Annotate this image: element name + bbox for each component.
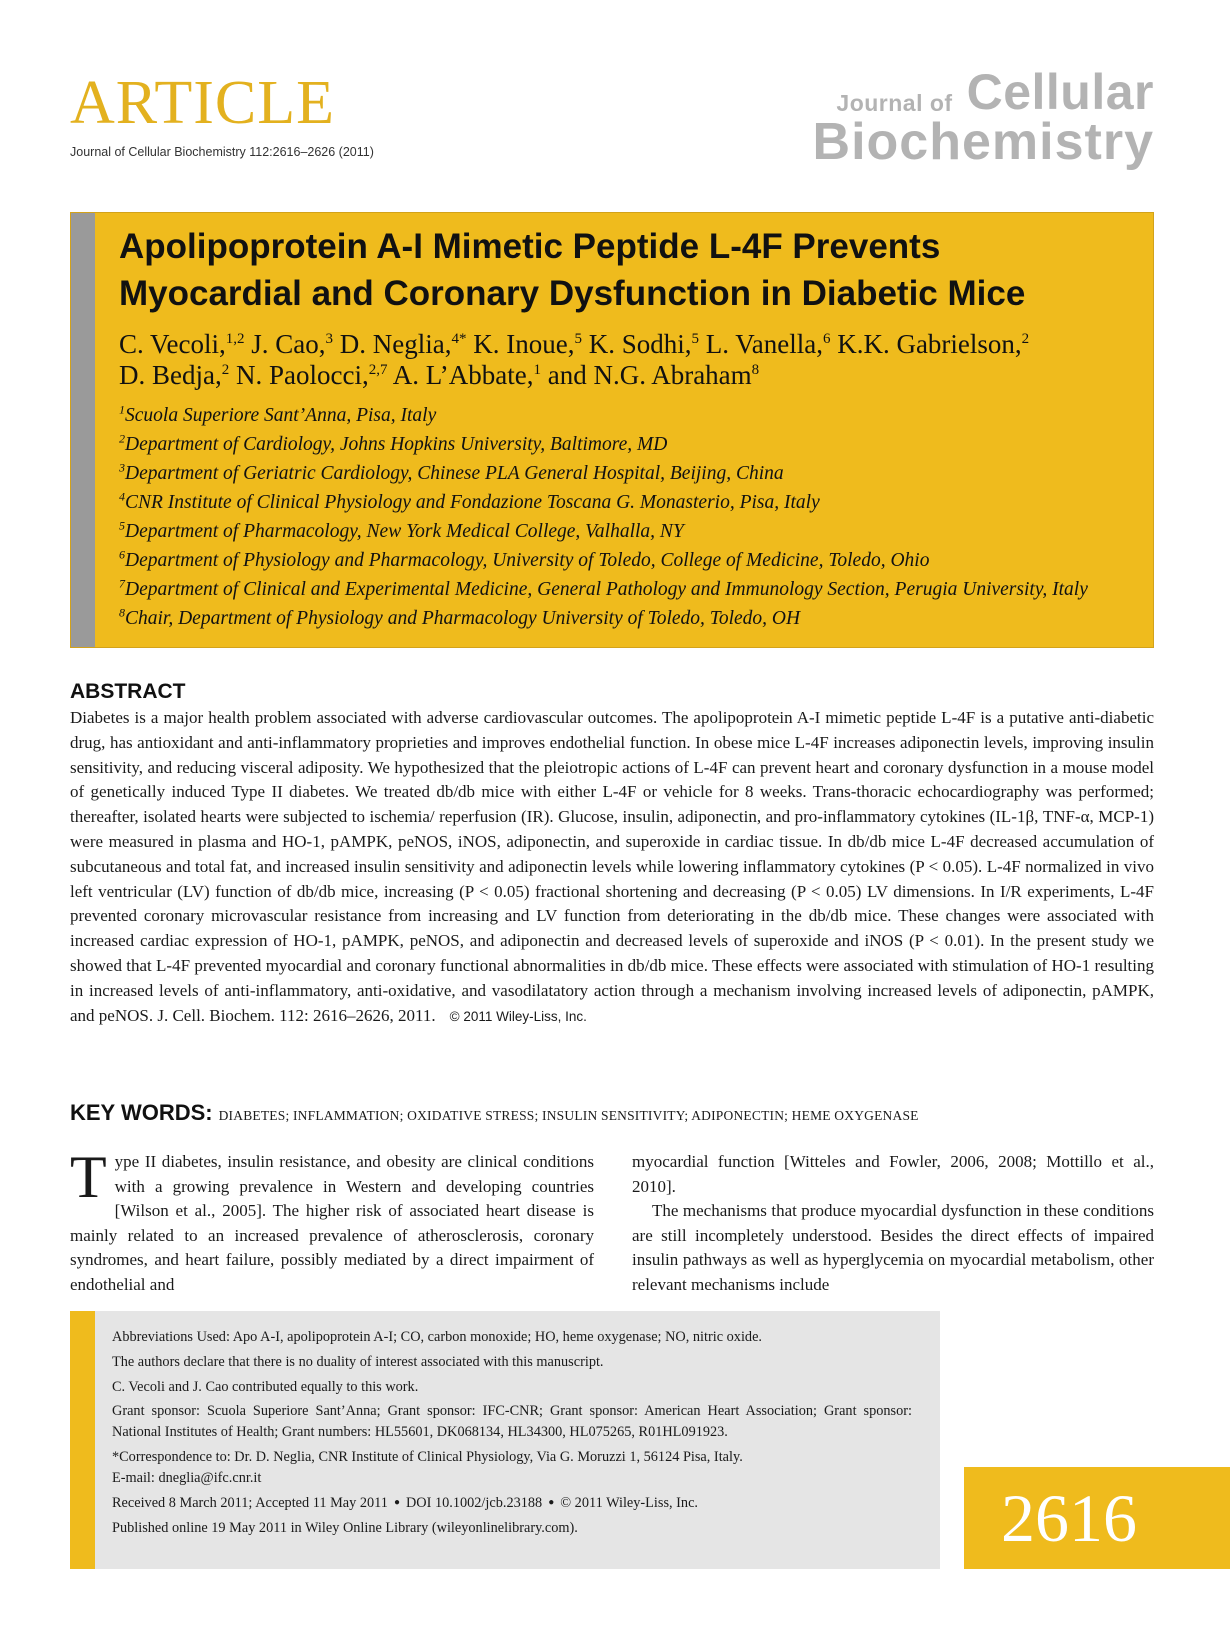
affiliation-item bbox=[119, 488, 1149, 517]
footnote-correspondence bbox=[112, 1447, 912, 1489]
author-affiliation-marker: 5 bbox=[691, 331, 699, 347]
title-line-2: Myocardial and Coronary Dysfunction in Diabetic Mice bbox=[119, 274, 1026, 313]
footnote-conflict: The authors declare that there is no duality of interest associated with this manuscript. bbox=[112, 1353, 604, 1370]
title-side-bar bbox=[71, 213, 95, 647]
affiliation-number: 3 bbox=[119, 460, 125, 475]
footnote-box bbox=[70, 1311, 940, 1569]
affiliation-text: Department of Cardiology, Johns Hopkins University, Baltimore, MD bbox=[125, 434, 668, 455]
affiliation-text: Scuola Superiore Sant’Anna, Pisa, Italy bbox=[125, 405, 437, 426]
logo-journal-of: Journal of bbox=[836, 90, 953, 116]
affiliation-text: Department of Geriatric Cardiology, Chinese PLA General Hospital, Beijing, China bbox=[125, 463, 784, 484]
body-right-paragraph-2: The mechanisms that produce myocardial dysfunction in these conditions are still incompletely understood. Besides the direct effects of impaired insulin pathways as well as hyperglycemia on myocardial metabolism, other relevant mechanisms include bbox=[632, 1201, 1154, 1294]
page-number-box bbox=[964, 1467, 1230, 1569]
author-affiliation-marker: 3 bbox=[325, 331, 333, 347]
footnote-side-bar bbox=[70, 1311, 95, 1569]
journal-citation: Journal of Cellular Biochemistry 112:2616–2626 (2011) bbox=[70, 145, 374, 159]
author-name: A. L’Abbate, bbox=[392, 360, 534, 390]
affiliation-number: 2 bbox=[119, 431, 125, 446]
affiliation-number: 8 bbox=[119, 605, 125, 620]
author-affiliation-marker: 4* bbox=[451, 331, 467, 347]
author-affiliation-marker: 8 bbox=[751, 362, 760, 378]
affiliation-number: 4 bbox=[119, 489, 125, 504]
abstract-heading: ABSTRACT bbox=[70, 680, 186, 703]
bullet-icon: ● bbox=[393, 1496, 400, 1508]
affiliation-number: 6 bbox=[119, 547, 125, 562]
doi: DOI 10.1002/jcb.23188 bbox=[405, 1494, 543, 1511]
affiliation-text: Department of Clinical and Experimental Medicine, General Pathology and Immunology Section, Perugia University, Italy bbox=[125, 579, 1088, 600]
bullet-icon: ● bbox=[548, 1496, 555, 1508]
author-name: K. Sodhi, bbox=[588, 329, 692, 359]
author-name: D. Bedja, bbox=[119, 360, 222, 390]
keywords bbox=[70, 1100, 1154, 1126]
affiliation-item bbox=[119, 459, 1149, 488]
affiliation-list bbox=[119, 401, 1149, 633]
journal-logo bbox=[812, 64, 1154, 171]
author-name: K. Inoue, bbox=[473, 329, 575, 359]
author-name: C. Vecoli, bbox=[119, 329, 226, 359]
affiliation-text: CNR Institute of Clinical Physiology and Fondazione Toscana G. Monasterio, Pisa, Italy bbox=[125, 492, 820, 513]
correspondence-email: E-mail: dneglia@ifc.cnr.it bbox=[112, 1469, 262, 1486]
keywords-label: KEY WORDS: bbox=[70, 1100, 213, 1125]
author-name: D. Neglia, bbox=[339, 329, 452, 359]
author-affiliation-marker: 2,7 bbox=[368, 362, 388, 378]
affiliation-item bbox=[119, 546, 1149, 575]
affiliation-item bbox=[119, 401, 1149, 430]
author-affiliation-marker: 1 bbox=[533, 362, 541, 378]
author-name: J. Cao, bbox=[251, 329, 326, 359]
body-column-left bbox=[70, 1144, 594, 1298]
author-affiliation-marker: 1,2 bbox=[225, 331, 245, 347]
logo-biochemistry: Biochemistry bbox=[812, 113, 1154, 171]
author-affiliation-marker: 5 bbox=[574, 331, 582, 347]
affiliation-item bbox=[119, 604, 1149, 633]
affiliation-number: 5 bbox=[119, 518, 125, 533]
correspondence-address: *Correspondence to: Dr. D. Neglia, CNR Institute of Clinical Physiology, Via G. Moruzzi 1, 56124 Pisa, Italy. bbox=[112, 1448, 743, 1465]
title-line-1: Apolipoprotein A-I Mimetic Peptide L-4F Prevents bbox=[119, 227, 941, 266]
author-name: N. Paolocci, bbox=[235, 360, 369, 390]
author-affiliation-marker: 2 bbox=[221, 362, 230, 378]
author-affiliation-marker: 6 bbox=[822, 331, 831, 347]
affiliation-text: Department of Physiology and Pharmacology, University of Toledo, College of Medicine, Toledo, Ohio bbox=[125, 550, 930, 571]
logo-cellular: Cellular bbox=[966, 64, 1154, 120]
footnote-abbreviations: Abbreviations Used: Apo A-I, apolipoprotein A-I; CO, carbon monoxide; HO, heme oxygenase; NO, nitric oxide. bbox=[112, 1329, 762, 1345]
affiliation-item bbox=[119, 517, 1149, 546]
affiliation-text: Department of Pharmacology, New York Medical College, Valhalla, NY bbox=[125, 521, 684, 542]
affiliation-item bbox=[119, 430, 1149, 459]
author-list bbox=[119, 329, 1139, 391]
footnote-grants: Grant sponsor: Scuola Superiore Sant’Anna; Grant sponsor: IFC-CNR; Grant sponsor: American Heart Association; Grant sponsor: National Institutes of Health; Grant numbers: HL55601, DK068134, HL34300, HL075265, R01HL091923. bbox=[112, 1403, 912, 1441]
abstract-text: Diabetes is a major health problem associated with adverse cardiovascular outcomes. The apolipoprotein A-I mimetic peptide L-4F is a putative anti-diabetic drug, has antioxidant and anti-inflammatory proprieties and improves endothelial function. In obese mice L-4F increases adiponectin levels, improving insulin sensitivity, and reducing visceral adiposity. We hypothesized that the pleiotropic actions of L-4F can prevent heart and coronary dysfunction in a mouse model of genetically induced Type II diabetes. We treated db/db mice with either L-4F or vehicle for 8 weeks. Trans-thoracic echocardiography was performed; thereafter, isolated hearts were subjected to ischemia/ reperfusion (IR). Glucose, insulin, adiponectin, and pro-inflammatory cytokines (IL-1β, TNF-α, MCP-1) were measured in plasma and HO-1, pAMPK, peNOS, iNOS, adiponectin, and superoxide in cardiac tissue. In db/db mice L-4F decreased accumulation of subcutaneous and total fat, and increased insulin sensitivity and adiponectin levels while lowering inflammatory cytokines (P < 0.05). L-4F normalized in vivo left ventricular (LV) function of db/db mice, increasing (P < 0.05) fractional shortening and decreasing (P < 0.05) LV dimensions. In I/R experiments, L-4F prevented coronary microvascular resistance from increasing and LV function from deteriorating in the db/db mice. These changes were associated with increased cardiac expression of HO-1, pAMPK, peNOS, and adiponectin and decreased levels of superoxide and iNOS (P < 0.01). In the present study we showed that L-4F prevented myocardial and coronary functional abnormalities in db/db mice. These effects were associated with stimulation of HO-1 resulting in increased levels of anti-inflammatory, anti-oxidative, and vasodilatatory action through a mechanism involving increased levels of adiponectin, pAMPK, and peNOS. J. Cell. Biochem. 112: 2616–2626, 2011. bbox=[70, 708, 1154, 1025]
article-title bbox=[119, 223, 1119, 317]
title-box bbox=[70, 212, 1154, 648]
author-name: K.K. Gabrielson, bbox=[837, 329, 1022, 359]
body-right-paragraph-1: myocardial function [Witteles and Fowler, 2006, 2008; Mottillo et al., 2010]. bbox=[632, 1152, 1154, 1196]
footnote-text bbox=[112, 1327, 912, 1542]
article-label: ARTICLE bbox=[70, 69, 336, 137]
author-affiliation-marker: 2 bbox=[1021, 331, 1030, 347]
author-name: L. Vanella, bbox=[705, 329, 823, 359]
page-number: 2616 bbox=[1001, 1480, 1137, 1556]
affiliation-number: 7 bbox=[119, 576, 125, 591]
affiliation-number: 1 bbox=[119, 402, 125, 417]
footnote-dates bbox=[112, 1493, 912, 1514]
footnote-published: Published online 19 May 2011 in Wiley Online Library (wileyonlinelibrary.com). bbox=[112, 1519, 578, 1536]
received-accepted: Received 8 March 2011; Accepted 11 May 2011 bbox=[112, 1494, 388, 1511]
abstract-body bbox=[70, 706, 1154, 1029]
author-name: and N.G. Abraham bbox=[547, 360, 752, 390]
keywords-list: DIABETES; INFLAMMATION; OXIDATIVE STRESS; INSULIN SENSITIVITY; ADIPONECTIN; HEME OXYGENASE bbox=[218, 1108, 919, 1123]
footnote-copyright: © 2011 Wiley-Liss, Inc. bbox=[560, 1494, 698, 1511]
affiliation-text: Chair, Department of Physiology and Pharmacology University of Toledo, Toledo, OH bbox=[125, 608, 801, 629]
abstract-copyright: © 2011 Wiley-Liss, Inc. bbox=[449, 1008, 587, 1024]
body-left-text: ype II diabetes, insulin resistance, and obesity are clinical conditions with a growing prevalence in Western and developing countries [Wilson et al., 2005]. The higher risk of associated heart disease is mainly related to an increased prevalence of atherosclerosis, coronary syndromes, and heart failure, possibly mediated by a direct impairment of endothelial and bbox=[70, 1152, 594, 1294]
affiliation-item bbox=[119, 575, 1149, 604]
drop-cap: T bbox=[70, 1144, 107, 1210]
body-column-right bbox=[632, 1150, 1154, 1298]
footnote-equal-contribution: C. Vecoli and J. Cao contributed equally to this work. bbox=[112, 1378, 419, 1395]
